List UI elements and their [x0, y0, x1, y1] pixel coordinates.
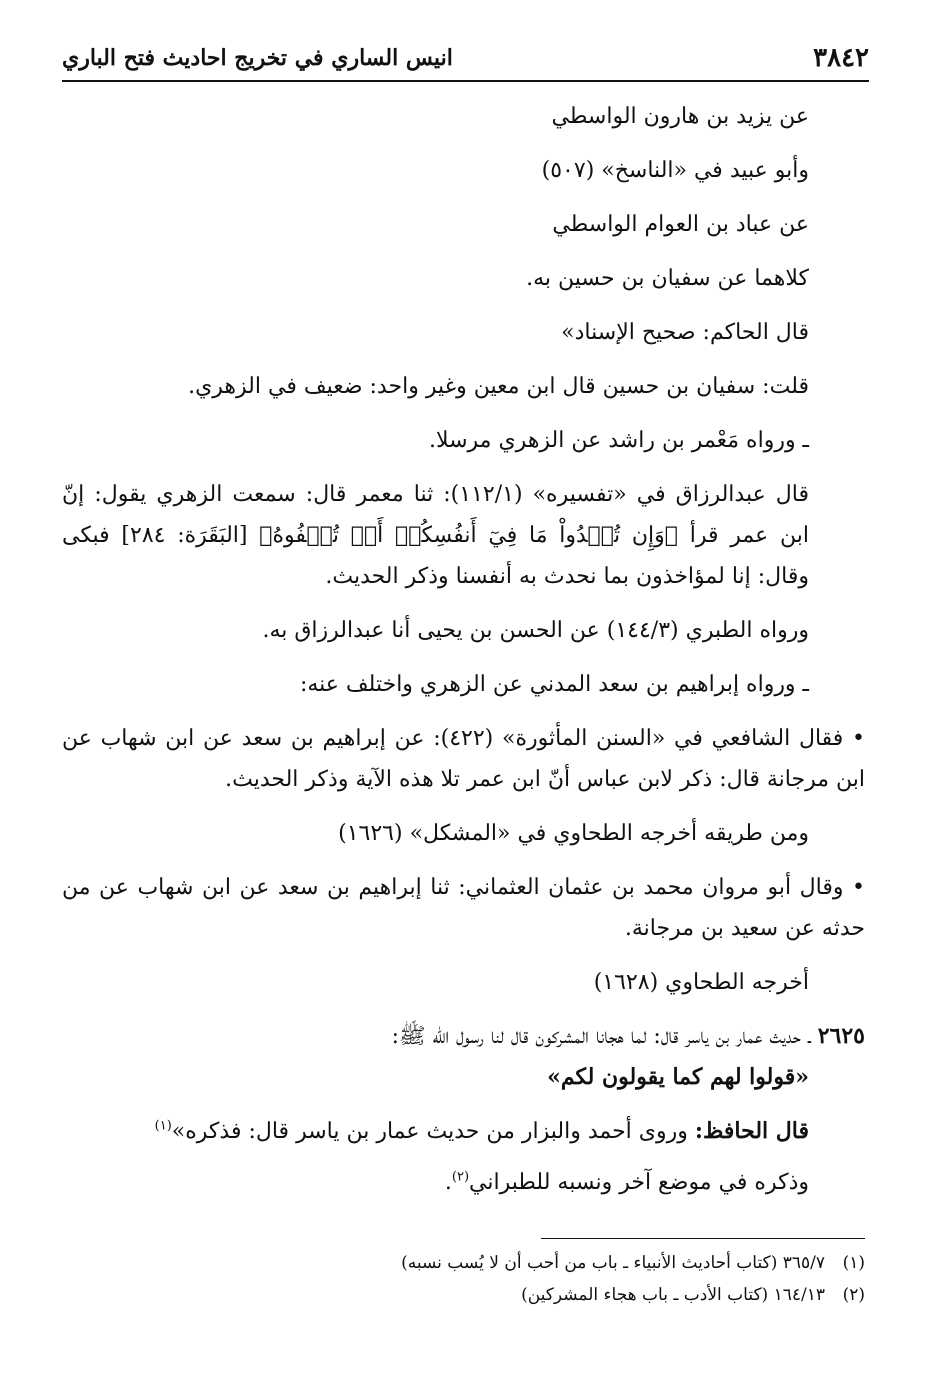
text-line: أخرجه الطحاوي (١٦٢٨) [593, 970, 809, 995]
footnote-divider [541, 1238, 865, 1239]
hadith-text: ـ حديث عمار بن ياسر قال: لما هجانا المشركون قال لنا رسول الله ﷺ: [391, 1024, 818, 1049]
hafiz-line [62, 1111, 865, 1152]
text-line: قلت: سفيان بن حسين قال ابن معين وغير واحد: ضعيف في الزهري. [188, 374, 809, 399]
footnote-ref: (١) [154, 1118, 172, 1134]
text-line: ـ ورواه إبراهيم بن سعد المدني عن الزهري واختلف عنه: [299, 672, 809, 697]
book-title: انيس الساري في تخريج احاديث فتح الباري [62, 45, 453, 71]
page-number: ٣٨٤٢ [813, 43, 869, 73]
hadith-number: ٢٦٢٥ [817, 1023, 865, 1049]
text-line: كلاهما عن سفيان بن حسين به. [526, 266, 809, 291]
footnote-ref: (٢) [451, 1169, 470, 1185]
text-line: ومن طريقه أخرجه الطحاوي في «المشكل» (١٦٢٦) [338, 821, 809, 846]
hadith-quote: «قولوا لهم كما يقولون لكم» [547, 1064, 809, 1090]
footnote-1 [62, 1248, 865, 1278]
text-line-end: . [444, 1170, 452, 1195]
paragraph: قال عبدالرزاق في «تفسيره» (١١٢/١): ثنا معمر قال: سمعت الزهري يقول: إنّ ابن عمر قرأ ﴿وَإِن تُبۡدُواْ مَا فِيٓ أَنفُسِكُمۡ أَوۡ تُخۡفُوهُ﴾ [البَقَرَة: ٢٨٤] فبكى وقال: إنا لمؤاخذون بما نحدث به أنفسنا وذكر الحديث. [62, 482, 809, 589]
text-line: ورواه الطبري (١٤٤/٣) عن الحسن بن يحيى أنا عبدالرزاق به. [262, 618, 809, 643]
footnotes [62, 1248, 865, 1312]
text-line: عن عباد بن العوام الواسطي [552, 212, 809, 237]
text-line: عن يزيد بن هارون الواسطي [551, 104, 809, 129]
hafiz-label: قال الحافظ: [694, 1118, 809, 1144]
footnote-text: ١٦٤/١٣ (كتاب الأدب ـ باب هجاء المشركين) [521, 1285, 825, 1305]
text-line [62, 1162, 865, 1203]
footnote-2 [62, 1280, 865, 1310]
text-line: ـ ورواه مَعْمر بن راشد عن الزهري مرسلا. [428, 428, 809, 453]
footnote-mark: (٢) [842, 1285, 865, 1305]
text-line: وأبو عبيد في «الناسخ» (٥٠٧) [541, 158, 809, 183]
header-divider [62, 80, 869, 82]
paragraph: • فقال الشافعي في «السنن المأثورة» (٤٢٢): عن إبراهيم بن سعد عن ابن شهاب عن ابن مرجانة قال: ذكر لابن عباس أنّ ابن عمر تلا هذه الآية وذكر الحديث. [62, 726, 865, 792]
footnote-text: ٣٦٥/٧ (كتاب أحاديث الأنبياء ـ باب من أحب أن لا يُسب نسبه) [401, 1253, 825, 1273]
running-header [62, 38, 869, 78]
footnote-mark: (١) [842, 1253, 865, 1273]
hadith-entry [62, 1016, 865, 1098]
text-line: قال الحاكم: صحيح الإسناد» [561, 320, 809, 345]
main-text [62, 96, 865, 1213]
paragraph: • وقال أبو مروان محمد بن عثمان العثماني: ثنا إبراهيم بن سعد عن ابن شهاب عن من حدثه عن سعيد بن مرجانة. [62, 875, 865, 941]
hadith-heading [62, 1016, 865, 1057]
text-line-content: وذكره في موضع آخر ونسبه للطبراني [469, 1170, 809, 1195]
hafiz-text: وروى أحمد والبزار من حديث عمار بن ياسر قال: فذكره» [171, 1119, 695, 1144]
